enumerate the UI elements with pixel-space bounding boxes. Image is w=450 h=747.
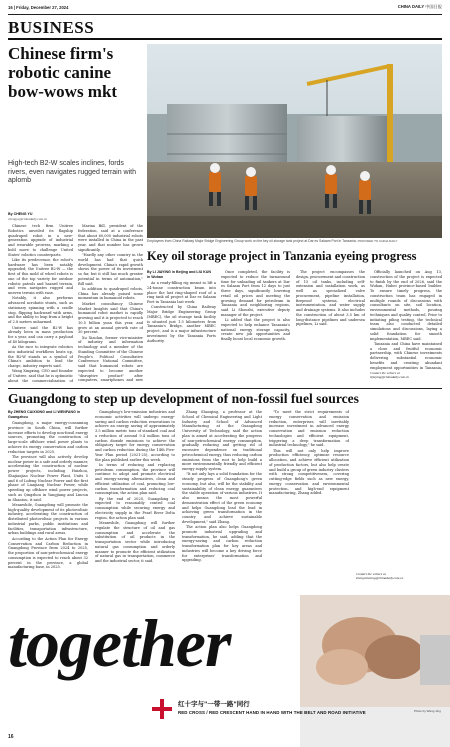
article-paragraph: "It not only lays a solid foundation for the steady progress of Guangdong's green economy, but also, will be the stability and sustainability of clean energy, guarantees the stable operation of various industries. It also means the most powerful demonstration effect of the green economy and helps Guangdong lead the lead in achieving green transformation in the country and achieve sustainable development," said Zhang. <box>182 472 262 524</box>
article-paragraph: In terms of reducing and replacing petroleum consumption, the province will continue to adopt and promote electrical and energy-saving alternatives, clean and efficient utilization of coal, promoting low-carbon transformation and reducing coal consumption, the action plan said. <box>95 462 175 496</box>
page-number: 16 <box>8 734 14 740</box>
publication-en: CHINA DAILY <box>397 4 425 9</box>
article-paragraph: Notably, it also performs advanced acrobatic stunts, such as stationary spinning with a cradle stop, flipping backward with arms, and the ability to leap from a height of 2.8 meters unharmed. <box>8 296 73 325</box>
article-paragraph: Once completed, the facility is expected to reduce the turnaround time for unloading oil tankers at Dar es Salaam Port from 12 days to just three days, significantly lowering retail oil prices and meeting the growing demand for petroleum in Tanzania and neighboring regions, said Li Shouzhi, executive deputy manager of the project. <box>221 270 290 317</box>
article-paragraph: Guangdong's low-emission industries and economic activities will undergo energy-saving and carbon reduction renovations to achieve an energy saving of approximately 3.5 million metric tons of standard coal and a reduction of around 9.4 million tons of carbon dioxide emissions to achieve the obligatory target for energy conservation and carbon reduction during the 14th Five-Year Plan period (2021-25), according to the plan published earlier this week. <box>95 410 175 462</box>
story3-contact-email: zhengcaixiong@chinadaily.com.cn <box>356 576 404 581</box>
photo-caption-text: Employees from China Railway Major Bridge Engineering Group work on the key oil storage tank project at Dar es Salaam Port in Tanzania. <box>147 239 357 243</box>
story3-column-3 <box>182 410 262 592</box>
article-paragraph: The project encompasses the design, procurement and construction of 15 oil tanks, including self-extension and installation work, as well as specialized valve procurement, pipeline installation, fireproof systems, electrical instrumentation, and water supply and drainage systems. It also includes the construction of about 3.5 km of long-distance pipelines and undersea pipelines, Li said. <box>296 270 365 327</box>
story2-byline: By LI JIAYING in Beijing and LIU KUN in Wuhan <box>147 270 211 279</box>
article-paragraph: In addition to quadruped robots, China has already poised some momentum in humanoid robots. <box>78 286 143 301</box>
banner-word: together <box>8 605 231 681</box>
story1-column-2 <box>78 224 143 382</box>
page-header <box>8 4 442 13</box>
article-paragraph: "Hardly any other country in the world has had that quick development. China's rapid growth shows the power of its investment so far, but it still has much greater potential in terms of automation," Bill said. <box>78 253 143 286</box>
story2-column-2 <box>221 270 290 385</box>
story3-column-4 <box>269 410 349 592</box>
page-date: 16 | Friday, December 27, 2024 <box>8 5 69 10</box>
photo-caption <box>147 239 442 243</box>
article-paragraph: As a ready-filling rig meant to lift a 24-tonne construction beam into place the last ring-shaped roof of a ring tank oil project at Dar es Salaam Port in Tanzania last week. <box>147 281 216 304</box>
story3-column-1 <box>8 421 88 592</box>
header-rule <box>8 14 442 15</box>
article-paragraph: Meanwhile, Guangdong will further regulate the structure of oil and gas consumption and accelerate the substitution of oil products in the transportation sector while introducing natural gas consumption and orderly manner to promote the efficient utilization of natural gas in transportation, commerce and the industrial sector, it said. <box>95 521 175 564</box>
story2-contact-label: Contact the writers at <box>370 371 400 375</box>
story3-column-5 <box>356 410 442 570</box>
article-paragraph: The province will also actively develop nuclear power in a safe and orderly manner, accelerating the construction of nuclear power projects, including Huizhou, Shajiaojiao Nuclear Power Plant, Units 5 and 6 of Lufeng Nuclear Power and the first phase of Lianjiang Nuclear Power, while speeding up offshore wind power projects, such as Qingzhou in Yangjiang and Lincun in Shantou, it said. <box>8 454 88 502</box>
article-paragraph: Meanwhile, Guangdong will promote the high-quality development of its photovoltaic industry, accelerating the construction of distributed photovoltaic projects in various industrial parks, public institutions and facilities, transportation infrastructure, urban buildings and rural areas. <box>8 502 88 536</box>
article-paragraph: Unitree said the B2-W has already been in mass production for a year, and can carry a payload of 40 kilograms. <box>8 325 73 344</box>
story-divider <box>8 388 442 389</box>
article-paragraph: According to the Action Plan for Energy Conservation and Carbon Reduction in Guangdong Province from 2024 to 2025, the proportion of non-petrochemical energy consumption is expected to reach about 32 percent in the province, a global manufacturing base, in 2025. <box>8 536 88 570</box>
article-paragraph: Wang Xingxing, CEO and founder of Unitree, said that he is optimistic about the commercialization of <box>8 369 73 382</box>
red-cross-banner <box>0 595 450 747</box>
story2-column-4 <box>370 270 442 370</box>
story1-deck: High-tech B2-W scales inclines, fords rivers, even navigates rugged terrain with aplomb <box>8 160 137 184</box>
story3-contact-label: Contact the writers at <box>356 572 386 576</box>
banner-subtitle: RED CROSS / RED CRESCENT HAND IN HAND WITH THE BELT AND ROAD INITIATIVE <box>178 710 366 715</box>
article-paragraph: Guangdong, a major energy-consuming province in South China, will further increase efforts to develop non-fossil energy sources, promoting the construction of large-scale offshore wind power plants to achieve its energy conservation and carbon reduction targets in 2025. <box>8 421 88 454</box>
story1-byline: By CHENG YU <box>8 212 33 216</box>
story1-email: chengyu@chinadaily.com.cn <box>8 217 48 221</box>
story2-column-1 <box>147 281 216 385</box>
story2-column-3 <box>296 270 365 385</box>
construction-site-image <box>147 44 442 238</box>
article-paragraph: Chinese tech firm Unitree Robotics unveiled its flagship quadruped robot in a new-generation upgrade of industrial and wearable prowess, marking a bold move to challenge United States' robotics counterparts. <box>8 224 73 257</box>
construction-photo <box>147 44 442 238</box>
article-paragraph: "To meet the strict requirements of energy conservation and emission reduction, enterprises will inevitably increase investment in advanced energy conservation and emission reduction technologies and efficient equipment, triggering a deep transformation of industrial technology," he said. <box>269 410 349 448</box>
article-paragraph: Constructed by China Railway Major Bridge Engineering Group (MBEC), the oil storage tank facility is situated just 1.5 kilometers from Tanzania's Bridge, another MBEC project, and is a major infrastructure investment by the Tanzania Ports Authority. <box>147 305 216 343</box>
article-paragraph: Li added that the project is also expected to help enhance Tanzania's national energy storage capacity, create new job opportunities and finally boost local economic growth. <box>221 318 290 342</box>
story1-headline: Chinese firm's robotic canine bow-wows mkt <box>8 44 118 101</box>
photo-credit: PROVIDED TO CHINA DAILY <box>357 239 398 243</box>
story3-byline: By ZHENG CAIXIONG and LI WENFANG in Guangzhou <box>8 410 81 419</box>
story2-contact <box>370 371 442 380</box>
article-paragraph: Zhang Shaoqing, a professor at the School of Chemical Engineering and Light Industry and School of Advanced Manufacturing at the Guangdong University of Technology, said the action plan is aimed at accelerating the progress of non-petrochemical energy consumption, gradually reducing and getting rid of excessive dependence on traditional petrochemical energy, thus reducing carbon emissions from the root to help build a more environmentally friendly and efficient energy supply system. <box>182 410 262 471</box>
article-paragraph: Market consultancy Chinese Market Insights said that China's humanoid robot market is rapidly growing and it is projected to reach 10.5 billion yuan this year, and grow at an annual growth rate of 30 percent. <box>78 301 143 335</box>
article-paragraph: Like its predecessor, the robot's hardware has been notably upgraded; the Unitree B2-W — the first of this mold of wheel robots is one of the top variety for outdoor robotic patrols and hazard terrain, and even navigates rugged and uneven terrain with ease. <box>8 257 73 296</box>
article-paragraph: The action plan also helps Guangdong promote industrial upgrading and transformation, he said, adding that the energy-saving and carbon reduction transformation plan for key areas and industries will become a key driving force for enterprises' transformation and upgrading. <box>182 525 262 563</box>
story3-headline: Guangdong to step up development of non-fossil fuel sources <box>8 391 359 406</box>
article-paragraph: This will not only help improve production efficiency, optimize resource allocation, and achieve efficient utilization of production factors, but also help create and build a group of green industry clusters with strong competitiveness, covering cutting-edge fields such as new energy, energy conservation and environmental protection, and high-end equipment manufacturing, Zhang added. <box>269 448 349 496</box>
publication-name <box>398 4 442 10</box>
section-title: BUSINESS <box>8 18 95 37</box>
banner-title-cn: 红十字与"一带一路"同行 <box>178 700 250 708</box>
story3-column-2 <box>95 410 175 592</box>
section-rule <box>8 38 442 40</box>
red-cross-logo <box>152 699 172 719</box>
story1-column-1 <box>8 224 73 382</box>
banner-photo-credit: Photo by Wang Jing <box>414 709 441 713</box>
article-paragraph: Tanzania and China have maintained a close and fruitful economic partnership, with Chinese investments delivering substantial economic benefits and creating abundant employment opportunities in Tanzania, <box>370 341 442 370</box>
article-paragraph: By the end of 2025, Guangdong is expected to reasonably control coal consumption while securing energy and electricity supply in the Pearl River Delta region, the action plan said. <box>95 496 175 520</box>
article-paragraph: Marina Bill, president of the federation, said at a conference that about 60,000 industrial robots were installed in China in the past year, and that number has grown significantly. <box>78 224 143 252</box>
story3-contact <box>356 572 442 581</box>
story2-contact-email: lijiaying@chinadaily.com.cn <box>370 375 410 380</box>
article-paragraph: Officially launched on Aug 13, construction of the project is expected to finish by the end of 2026, said the Wuhan, Hubei province-based builder. To ensure timely progress, the construction team has engaged in multiple rounds of discussions with consultants on site, soil location, environmental methods, pouring techniques and quality control. Prior to initiating piling testing, the technical team also conducted detailed simulations and discussions, laying a solid foundation for smooth implementation, MBEC said. <box>370 270 442 341</box>
article-paragraph: As the race to integrate robotics into industrial workflows heats up, the B2-W stands as a symbol of China's ambition to lead the charge, industry experts said. <box>8 345 73 369</box>
publication-cn: 中国日报 <box>425 4 442 9</box>
banner-hands-photo <box>300 595 450 707</box>
story2-headline: Key oil storage project in Tanzania eyeing progress <box>147 249 417 263</box>
article-paragraph: Xu Xiaolan, former vice-minister of industry and information technology and a member of the Standing Committee of the Chinese People's Political Consultative Conference National Committee, said that humanoid robots are expected to become another "disruptive product" after computers, smartphones and new <box>78 335 143 382</box>
